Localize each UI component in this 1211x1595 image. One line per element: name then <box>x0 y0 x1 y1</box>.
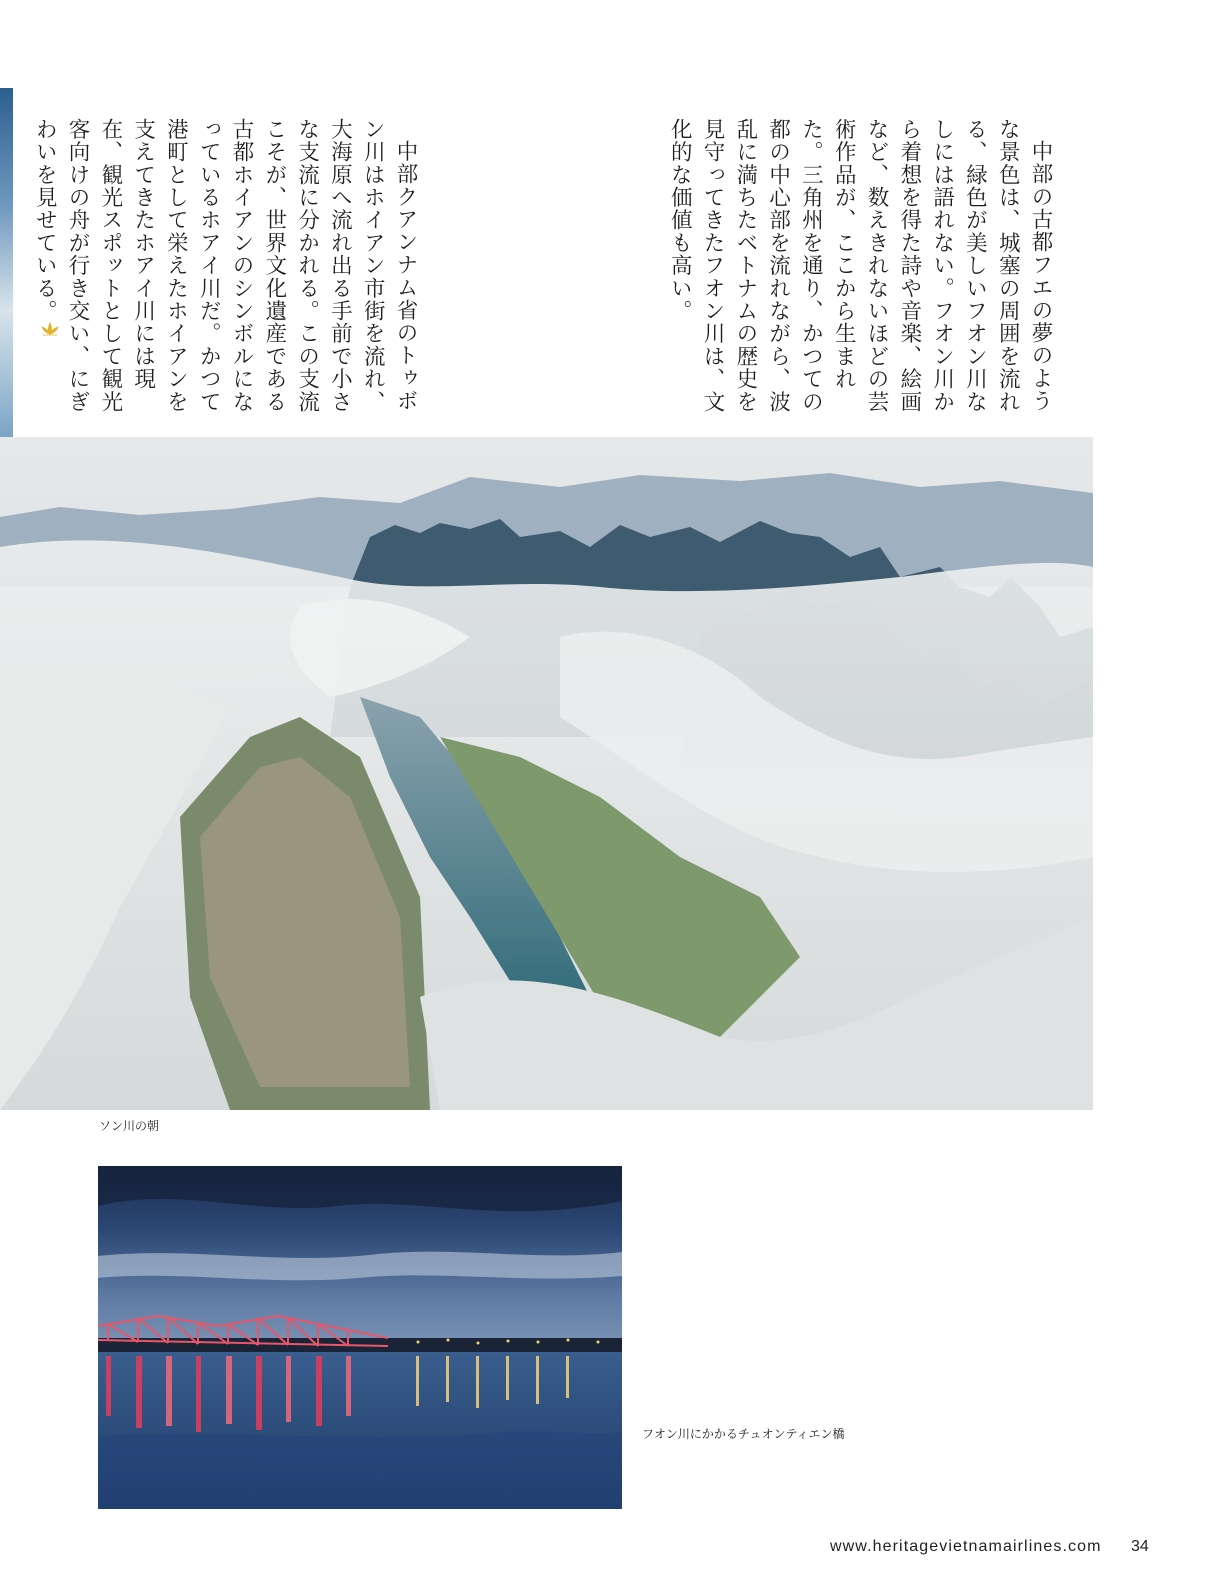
article-paragraph-2 <box>27 118 421 418</box>
article-text-column-1 <box>662 118 1056 418</box>
bridge-photo-caption: フオン川にかかるチュオンティエン橋 <box>642 1427 845 1441</box>
article-paragraph-1: 中部の古都フエの夢のような景色は、城塞の周囲を流れる、緑色が美しいフオン川なしには語れない。フオン川から着想を得た詩や音楽、絵画など、数えきれないほどの芸術作品が、ここから生まれた。三角州を通り、かつての都の中心部を流れながら、波乱に満ちたベトナムの歴史を見守ってきたフオン川は、文化的な価値も高い。 <box>667 118 1053 414</box>
footer-website-url: www.heritagevietnamairlines.com <box>830 1538 1102 1555</box>
aerial-photo-song-river <box>0 437 1093 1110</box>
lotus-icon <box>41 322 59 336</box>
page-number: 34 <box>1131 1538 1149 1555</box>
night-bridge-photo <box>98 1166 622 1509</box>
aerial-photo-illustration <box>0 437 1093 1110</box>
article-text-column-2 <box>27 118 421 418</box>
article-paragraph-2-text: 中部クアンナム省のトゥボン川はホイアン市街を流れ、大海原へ流れ出る手前で小さな支流に分かれる。この支流こそが、世界文化遺産である古都ホイアンのシンボルになっているホアイ川だ。かつて港町として栄えたホイアンを支えてきたホアイ川には現在、観光スポットとして観光客向けの舟が行き交い、にぎわいを見せている。 <box>32 118 418 414</box>
main-photo-caption: ソン川の朝 <box>99 1119 160 1133</box>
bridge-photo-illustration <box>98 1166 622 1509</box>
